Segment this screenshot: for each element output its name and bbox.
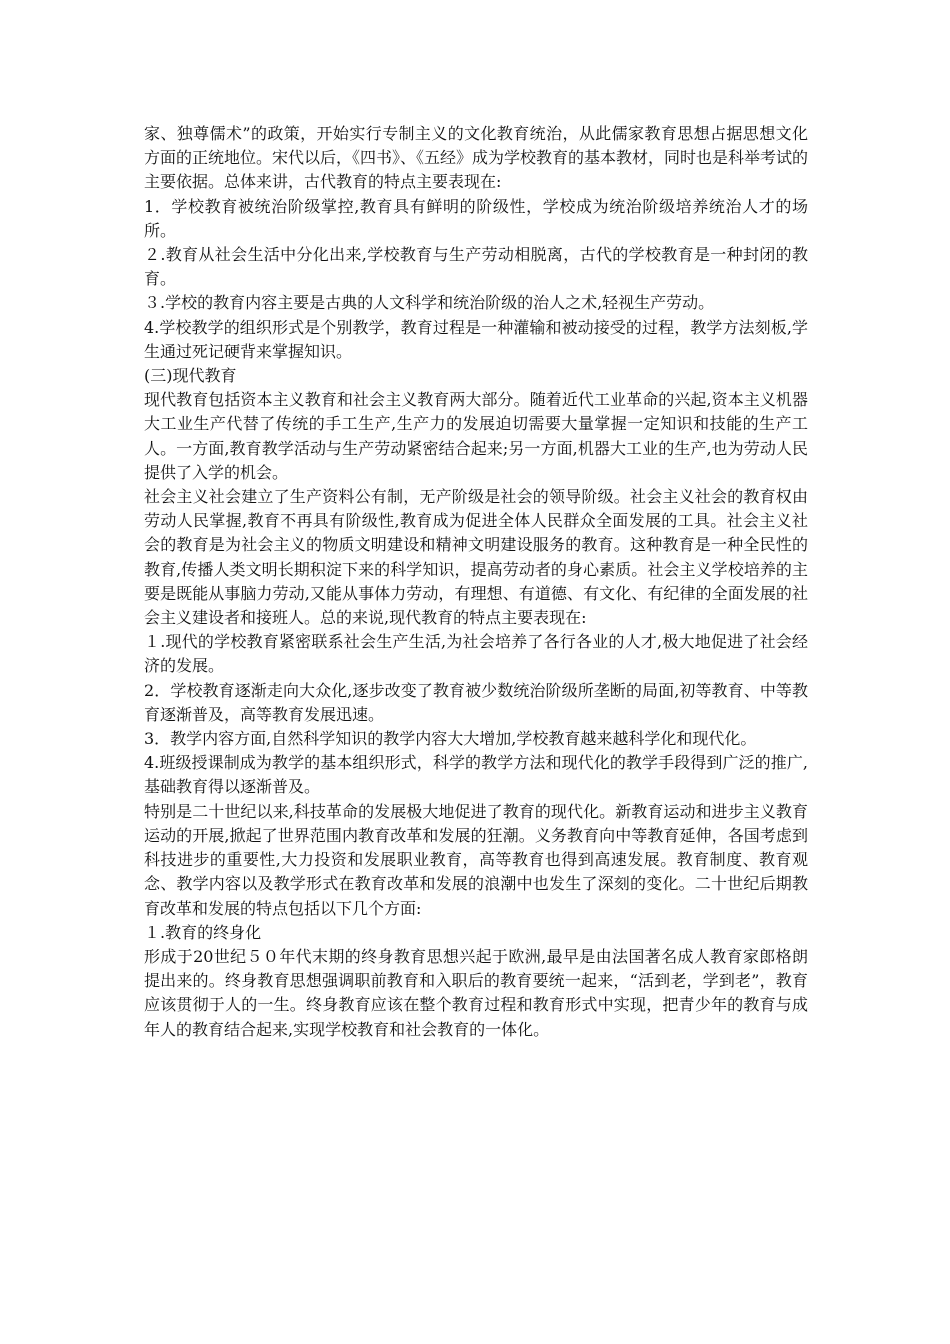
paragraph-intro: 家、独尊儒术”的政策，开始实行专制主义的文化教育统治，从此儒家教育思想占据思想文化方面的正统地位。宋代以后，《四书》、《五经》成为学校教育的基本教材，同时也是科举考试的主要依据。总体来讲，古代教育的特点主要表现在: bbox=[144, 124, 809, 192]
subheading-lifelong-education: １.教育的终身化 bbox=[144, 922, 262, 942]
section-heading-modern-education: (三)现代教育 bbox=[144, 366, 237, 386]
ancient-feature-1: 1．学校教育被统治阶级掌控,教育具有鲜明的阶级性，学校成为统治阶级培养统治人才的场所。 bbox=[144, 196, 808, 240]
modern-feature-3: 3．教学内容方面,自然科学知识的教学内容大大增加,学校教育越来越科学化和现代化。 bbox=[144, 729, 757, 749]
ancient-feature-4: 4.学校教学的组织形式是个别教学，教育过程是一种灌输和被动接受的过程，教学方法刻板,学生通过死记硬背来掌握知识。 bbox=[144, 317, 808, 361]
ancient-feature-2: ２.教育从社会生活中分化出来,学校教育与生产劳动相脱离，古代的学校教育是一种封闭的教育。 bbox=[144, 245, 808, 289]
modern-feature-4: 4.班级授课制成为教学的基本组织形式，科学的教学方法和现代化的教学手段得到广泛的推广,基础教育得以逐渐普及。 bbox=[144, 753, 808, 797]
paragraph-twentieth-century: 特别是二十世纪以来,科技革命的发展极大地促进了教育的现代化。新教育运动和进步主义教育运动的开展,掀起了世界范围内教育改革和发展的狂潮。义务教育向中等教育延伸，各国考虑到科技进步的重要性,大力投资和发展职业教育，高等教育也得到高速发展。教育制度、教育观念、教学内容以及教学形式在教育改革和发展的浪潮中也发生了深刻的变化。二十世纪后期教育改革和发展的特点包括以下几个方面: bbox=[144, 801, 808, 918]
ancient-feature-3: ３.学校的教育内容主要是古典的人文科学和统治阶级的治人之术,轻视生产劳动。 bbox=[144, 293, 715, 313]
paragraph-modern-education: 现代教育包括资本主义教育和社会主义教育两大部分。随着近代工业革命的兴起,资本主义机器大工业生产代替了传统的手工生产,生产力的发展迫切需要大量掌握一定知识和技能的生产工人。一方面,教育教学活动与生产劳动紧密结合起来;另一方面,机器大工业的生产,也为劳动人民提供了入学的机会。 bbox=[144, 390, 808, 482]
modern-feature-1: １.现代的学校教育紧密联系社会生产生活,为社会培养了各行各业的人才,极大地促进了社会经济的发展。 bbox=[144, 632, 808, 676]
document-body bbox=[144, 122, 808, 1042]
paragraph-socialist-education: 社会主义社会建立了生产资料公有制，无产阶级是社会的领导阶级。社会主义社会的教育权由劳动人民掌握,教育不再具有阶级性,教育成为促进全体人民群众全面发展的工具。社会主义社会的教育是为社会主义的物质文明建设和精神文明建设服务的教育。这种教育是一种全民性的教育,传播人类文明长期积淀下来的科学知识，提高劳动者的身心素质。社会主义学校培养的主要是既能从事脑力劳动,又能从事体力劳动，有理想、有道德、有文化、有纪律的全面发展的社会主义建设者和接班人。总的来说,现代教育的特点主要表现在: bbox=[144, 487, 808, 628]
modern-feature-2: 2．学校教育逐渐走向大众化,逐步改变了教育被少数统治阶级所垄断的局面,初等教育、中等教育逐渐普及，高等教育发展迅速。 bbox=[144, 680, 808, 724]
paragraph-lifelong-education: 形成于20世纪５０年代末期的终身教育思想兴起于欧洲,最早是由法国著名成人教育家郎格朗提出来的。终身教育思想强调职前教育和入职后的教育要统一起来，“活到老，学到老”，教育应该贯彻于人的一生。终身教育应该在整个教育过程和教育形式中实现，把青少年的教育与成年人的教育结合起来,实现学校教育和社会教育的一体化。 bbox=[144, 946, 808, 1039]
